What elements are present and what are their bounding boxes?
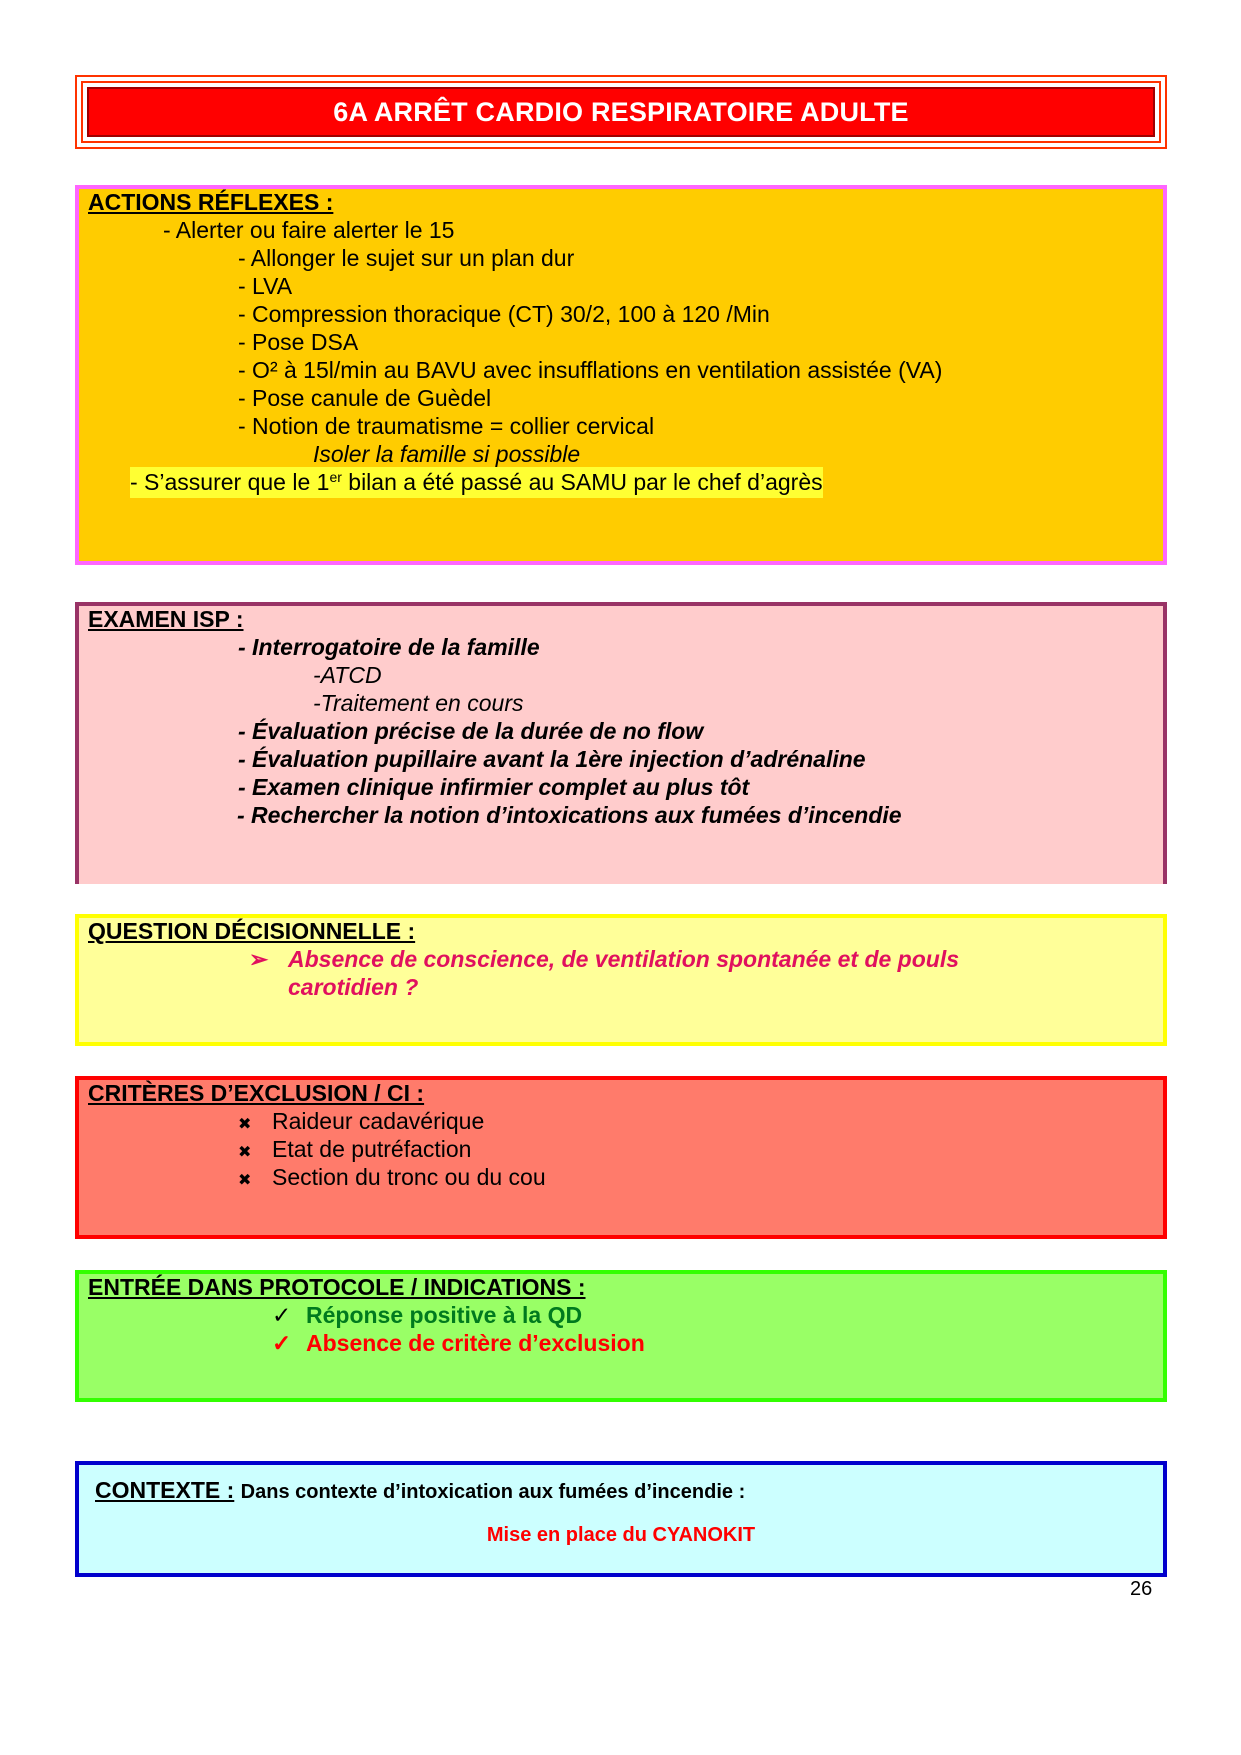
page-number: 26 [1130, 1578, 1153, 1600]
actions-item: - Compression thoracique (CT) 30/2, 100 à 120 /Min [238, 301, 770, 327]
question-heading: QUESTION DÉCISIONNELLE : [88, 918, 416, 944]
contexte-text: Dans contexte d’intoxication aux fumées d’incendie : [240, 1481, 746, 1503]
criteres-heading: CRITÈRES D’EXCLUSION / CI : [88, 1080, 425, 1106]
contexte-action: Mise en place du CYANOKIT [486, 1524, 756, 1546]
examen-interrogatoire: - Interrogatoire de la famille [238, 634, 540, 660]
criteres-item-text: Section du tronc ou du cou [272, 1164, 546, 1190]
criteres-exclusion-section [75, 1076, 1167, 1239]
entree-item-text: Absence de critère d’exclusion [306, 1330, 645, 1356]
contexte-heading: CONTEXTE : [95, 1477, 235, 1503]
examen-sub-item: -ATCD [313, 662, 382, 688]
actions-reflexes-section [75, 185, 1167, 565]
cross-bullet-icon: ✖ [238, 1172, 252, 1189]
actions-item: - Pose DSA [238, 329, 359, 355]
bilan-superscript: er [329, 469, 342, 485]
criteres-item-text: Raideur cadavérique [272, 1108, 485, 1134]
actions-item: - Pose canule de Guèdel [238, 385, 492, 411]
examen-heading: EXAMEN ISP : [88, 606, 244, 632]
bilan-text-after: bilan a été passé au SAMU par le chef d’agrès [341, 469, 823, 495]
contexte-line [95, 1475, 745, 1508]
examen-item: - Rechercher la notion d’intoxications aux fumées d’incendie [237, 802, 902, 828]
criteres-item-text: Etat de putréfaction [272, 1136, 472, 1162]
actions-first-item: - Alerter ou faire alerter le 15 [163, 217, 455, 243]
actions-item: - Notion de traumatisme = collier cervical [238, 413, 655, 439]
actions-item: - Allonger le sujet sur un plan dur [238, 245, 575, 271]
question-line-2: carotidien ? [288, 974, 419, 1000]
entree-item-text: Réponse positive à la QD [306, 1302, 583, 1328]
bilan-text-before: - S’assurer que le 1 [130, 469, 330, 495]
examen-item: - Évaluation pupillaire avant la 1ère injection d’adrénaline [238, 746, 866, 772]
title-banner [75, 75, 1167, 149]
entree-item-exclusion [272, 1328, 645, 1359]
examen-item: - Examen clinique infirmier complet au plus tôt [238, 774, 750, 800]
question-decisionnelle-section [75, 914, 1167, 1046]
entree-item-positive [272, 1300, 582, 1331]
actions-bilan-line [130, 467, 823, 498]
entree-heading: ENTRÉE DANS PROTOCOLE / INDICATIONS : [88, 1274, 586, 1300]
question-line-1: Absence de conscience, de ventilation spontanée et de pouls [288, 946, 960, 972]
actions-heading: ACTIONS RÉFLEXES : [88, 189, 334, 215]
examen-sub-item: -Traitement en cours [313, 690, 524, 716]
examen-isp-section [75, 602, 1167, 884]
actions-italic-note: Isoler la famille si possible [313, 441, 581, 467]
contexte-section [75, 1461, 1167, 1577]
arrow-bullet-icon: ➢ [249, 946, 269, 972]
actions-item: - O² à 15l/min au BAVU avec insufflations en ventilation assistée (VA) [238, 357, 943, 383]
title-inner-frame [81, 81, 1161, 143]
examen-item: - Évaluation précise de la durée de no flow [238, 718, 704, 744]
actions-item: - LVA [238, 273, 293, 299]
check-bullet-icon: ✓ [272, 1330, 292, 1356]
page-title: 6A ARRÊT CARDIO RESPIRATOIRE ADULTE [333, 96, 909, 127]
title-bar [87, 87, 1155, 137]
cross-bullet-icon: ✖ [238, 1116, 252, 1133]
criteres-item [238, 1162, 546, 1196]
check-bullet-icon: ✓ [272, 1302, 292, 1328]
cross-bullet-icon: ✖ [238, 1144, 252, 1161]
entree-protocole-section [75, 1270, 1167, 1402]
